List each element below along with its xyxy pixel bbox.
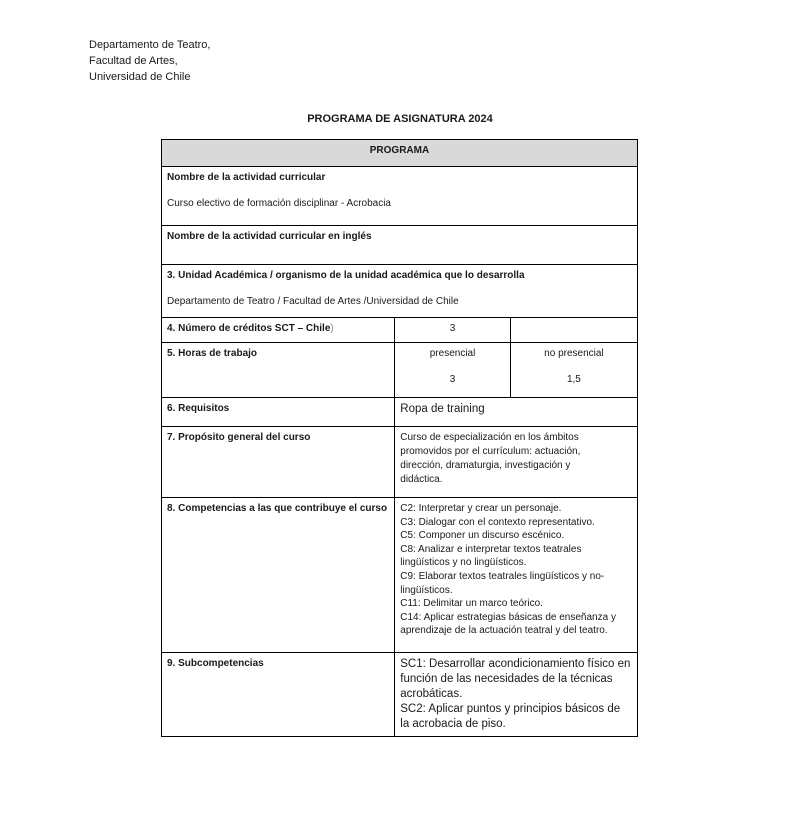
- subcompetencias-label-cell: [162, 652, 395, 736]
- subcompetencias-label: 9. Subcompetencias: [167, 657, 264, 669]
- creditos-label: 4. Número de créditos SCT – Chile: [167, 323, 331, 334]
- creditos-extra: [510, 318, 637, 343]
- proposito-value: Curso de especialización en los ámbitos promovidos por el currículum: actuación, dirección, dramaturgia, investigación y didáctica.: [400, 432, 581, 485]
- unidad-label: 3. Unidad Académica / organismo de la unidad académica que lo desarrolla: [167, 270, 525, 281]
- nombre-cell: [162, 167, 638, 226]
- requisitos-value: Ropa de training: [395, 398, 638, 427]
- nombre-row: [162, 167, 638, 226]
- requisitos-row: [162, 398, 638, 427]
- header-department: Departamento de Teatro,: [89, 39, 211, 51]
- horas-no-presencial-value: 1,5: [566, 374, 581, 385]
- unidad-cell: [162, 265, 638, 318]
- horas-no-presencial-cell: [510, 343, 637, 398]
- competencia-item: C9: Elaborar textos teatrales lingüísticos y no-lingüísticos.: [400, 570, 605, 596]
- banner-row: [162, 140, 638, 167]
- competencia-item: C14: Aplicar estrategias básicas de enseñanza y aprendizaje de la actuación teatral y del teatro.: [400, 611, 616, 637]
- subcompetencia-item: SC2: Aplicar puntos y principios básicos de la acrobacia de piso.: [400, 702, 621, 730]
- competencia-item: C2: Interpretar y crear un personaje.: [400, 503, 562, 514]
- nombre-value: Curso electivo de formación disciplinar - Acrobacia: [167, 198, 391, 209]
- proposito-value-cell: [395, 427, 638, 498]
- nombre-ingles-label: Nombre de la actividad curricular en inglés: [167, 231, 372, 242]
- proposito-label-cell: [162, 427, 395, 498]
- competencias-row: [162, 498, 638, 653]
- subcompetencia-item: SC1: Desarrollar acondicionamiento físico en función de las necesidades de la técnicas acrobáticas.: [400, 657, 631, 700]
- proposito-label: 7. Propósito general del curso: [167, 432, 311, 443]
- competencias-label: 8. Competencias a las que contribuye el curso: [167, 503, 388, 514]
- subcompetencias-list: [395, 652, 638, 736]
- proposito-row: [162, 427, 638, 498]
- competencia-item: C8: Analizar e interpretar textos teatrales lingüísticos y no lingüísticos.: [400, 543, 582, 569]
- horas-label: 5. Horas de trabajo: [167, 348, 258, 359]
- horas-presencial-label: presencial: [429, 348, 476, 359]
- unidad-row: [162, 265, 638, 318]
- document-header: [89, 37, 210, 85]
- requisitos-label-cell: [162, 398, 395, 427]
- competencia-item: C11: Delimitar un marco teórico.: [400, 598, 543, 610]
- nombre-label: Nombre de la actividad curricular: [167, 172, 326, 183]
- subcompetencias-row: [162, 652, 638, 736]
- nombre-ingles-cell: [162, 226, 638, 265]
- horas-presencial-value: 3: [449, 374, 456, 385]
- competencias-list: [395, 498, 638, 653]
- requisitos-label: 6. Requisitos: [167, 403, 230, 414]
- unidad-value: Departamento de Teatro / Facultad de Artes /Universidad de Chile: [167, 296, 459, 307]
- creditos-label-suffix: ): [330, 323, 334, 334]
- horas-row: [162, 343, 638, 398]
- creditos-label-cell: [162, 318, 395, 343]
- competencia-item: C3: Dialogar con el contexto representativo.: [400, 516, 595, 528]
- competencia-item: C5: Componer un discurso escénico.: [400, 530, 565, 542]
- horas-no-presencial-label: no presencial: [544, 348, 604, 359]
- creditos-row: [162, 318, 638, 343]
- program-banner: PROGRAMA: [162, 140, 638, 167]
- competencias-label-cell: [162, 498, 395, 653]
- program-table: [161, 139, 638, 737]
- document-title: PROGRAMA DE ASIGNATURA 2024: [307, 113, 493, 125]
- horas-presencial-cell: [395, 343, 511, 398]
- header-university: Universidad de Chile: [89, 71, 191, 83]
- header-faculty: Facultad de Artes,: [89, 55, 178, 67]
- nombre-ingles-row: [162, 226, 638, 265]
- horas-label-cell: [162, 343, 395, 398]
- creditos-value: 3: [395, 318, 511, 343]
